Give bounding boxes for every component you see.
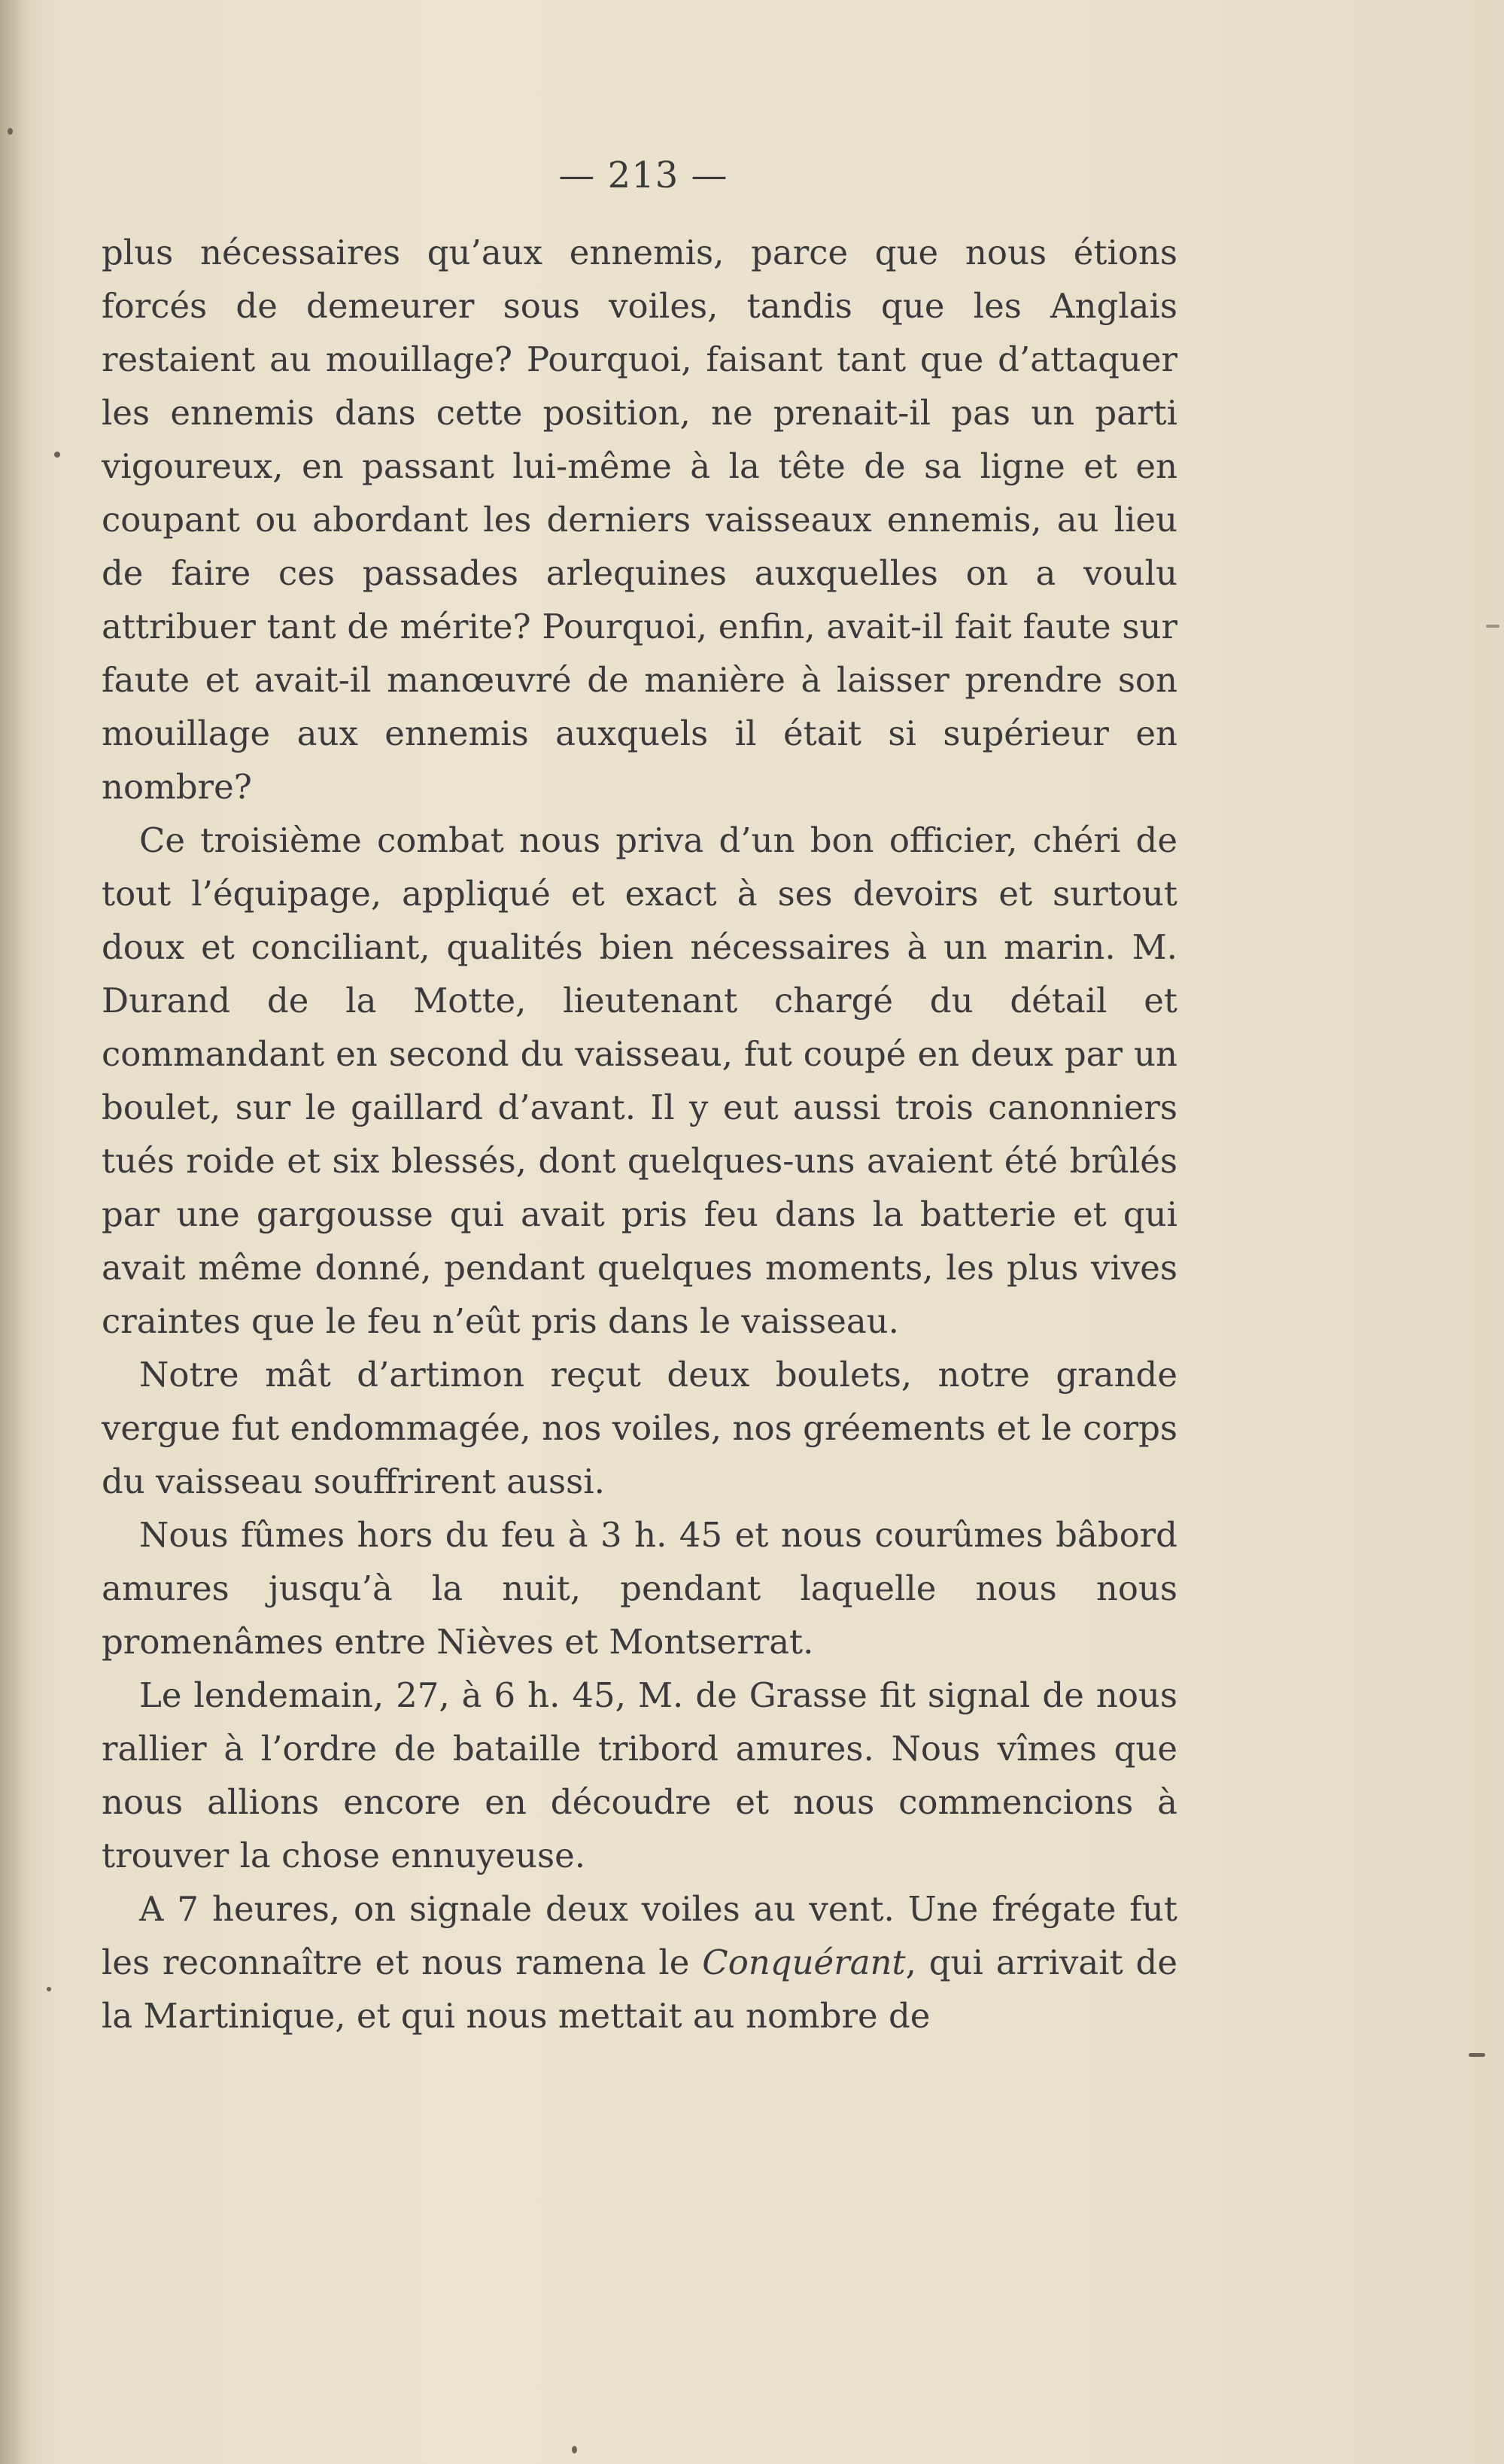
paragraph-1-text: plus nécessaires qu’aux ennemis, parce que nous étions forcés de demeurer sous voiles, tandis que les Anglais restaient au mouillage? Pourquoi, faisant tant que d’attaquer les ennemis dans cette position, ne prenait-il pas un parti vigoureux, en passant lui-même à la tête de sa ligne et en coupant ou abordant les derniers vaisseaux ennemis, au lieu de faire ces passades arlequines auxquelles on a voulu attribuer tant de mérite? Pourquoi, enfin, avait-il fait faute sur faute et avait-il manœuvré de manière à laisser prendre son mouillage aux ennemis auxquels il était si supérieur en nombre? — [102, 233, 1177, 807]
paragraph-1 — [102, 226, 1177, 814]
paragraph-4 — [102, 1508, 1177, 1669]
paper-speck — [1469, 2053, 1485, 2057]
paper-speck — [47, 1987, 51, 1991]
paragraph-3-text: Notre mât d’artimon reçut deux boulets, notre grande vergue fut endommagée, nos voiles, nos gréements et le corps du vaisseau souffrirent aussi. — [102, 1355, 1177, 1501]
paragraph-6 — [102, 1882, 1177, 2043]
paragraph-4-text: Nous fûmes hors du feu à 3 h. 45 et nous courûmes bâbord amures jusqu’à la nuit, pendant laquelle nous nous promenâmes entre Nièves et Montserrat. — [102, 1515, 1177, 1662]
paragraph-2-text: Ce troisième combat nous priva d’un bon officier, chéri de tout l’équipage, appliqué et exact à ses devoirs et surtout doux et conciliant, qualités bien nécessaires à un marin. M. Durand de la Motte, lieutenant chargé du détail et commandant en second du vaisseau, fut coupé en deux par un boulet, sur le gaillard d’avant. Il y eut aussi trois canonniers tués roide et six blessés, dont quelques-uns avaient été brûlés par une gargousse qui avait pris feu dans la batterie et qui avait même donné, pendant quelques moments, les plus vives craintes que le feu n’eût pris dans le vaisseau. — [102, 820, 1177, 1341]
ship-name-italic: Conquérant — [702, 1942, 906, 1982]
paper-speck — [54, 452, 60, 458]
paragraph-2 — [102, 814, 1177, 1348]
paper-speck — [8, 128, 13, 135]
body-text — [102, 226, 1177, 2043]
paragraph-3 — [102, 1348, 1177, 1508]
paragraph-6-text-end: , qui arrivait de la Martinique, et qui nous mettait au nombre de — [102, 1942, 1177, 2036]
paper-speck — [1486, 625, 1499, 628]
paragraph-5 — [102, 1669, 1177, 1882]
paragraph-5-text: Le lendemain, 27, à 6 h. 45, M. de Grasse fit signal de nous rallier à l’ordre de bataille tribord amures. Nous vîmes que nous allions encore en découdre et nous commencions à trouver la chose ennuyeuse. — [102, 1675, 1177, 1875]
page-spine-shadow — [0, 0, 30, 2464]
paragraph-6-text-start: A 7 heures, on signale deux voiles au vent. Une frégate fut les reconnaître et nous ramena le — [102, 1889, 1177, 1982]
page-number: — 213 — — [558, 154, 728, 196]
paper-speck — [572, 2446, 577, 2453]
